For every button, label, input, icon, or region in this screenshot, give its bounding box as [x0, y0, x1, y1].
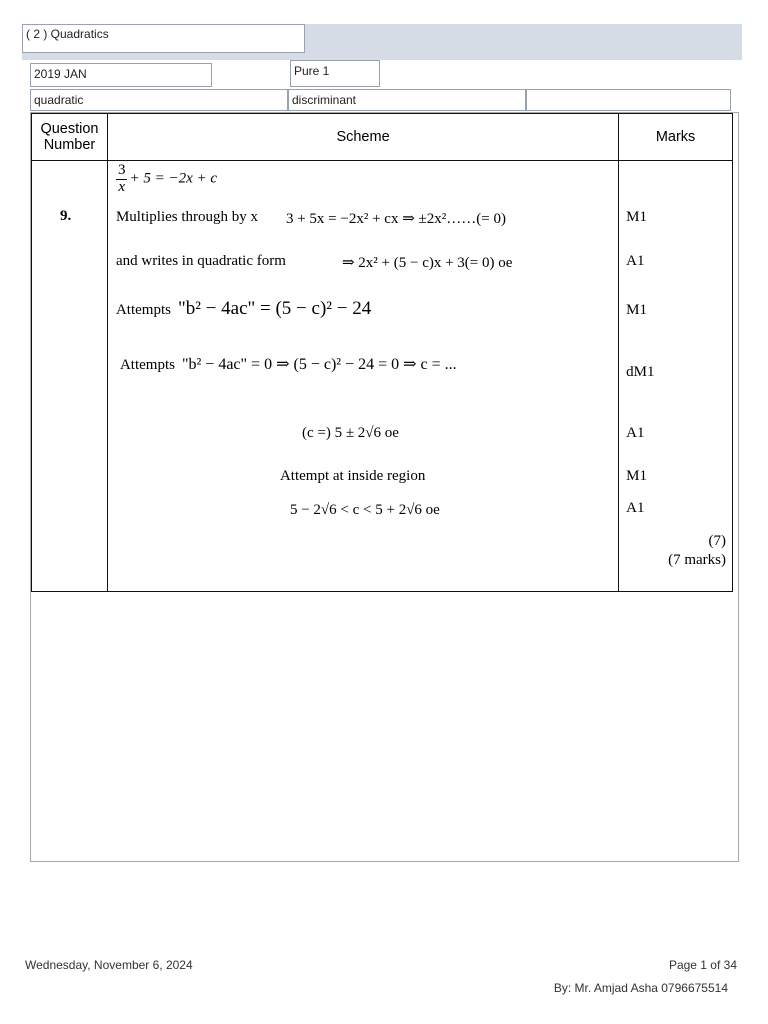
mark-7: A1 — [626, 500, 645, 516]
mark-1: M1 — [626, 209, 647, 225]
tag-empty — [526, 89, 731, 111]
line-7-math: 5 − 2√6 < c < 5 + 2√6 oe — [289, 502, 440, 518]
line-1-math: 3 + 5x = −2x² + cx ⇒ ±2x²……(= 0) — [285, 211, 506, 227]
line-5-math: (c =) 5 ± 2√6 oe — [301, 425, 399, 441]
mark-2: A1 — [626, 253, 645, 269]
col-scheme: Scheme — [107, 114, 618, 161]
topic-field: ( 2 ) Quadratics — [22, 24, 305, 53]
mark-6: M1 — [626, 468, 647, 484]
given-equation-rest: + 5 = −2x + c — [129, 170, 218, 187]
part-total: (7) — [708, 533, 726, 549]
line-3-math: "b² − 4ac" = (5 − c)² − 24 — [177, 298, 372, 319]
footer-page-number: Page 1 of 34 — [668, 958, 737, 972]
mark-3: M1 — [626, 302, 647, 318]
footer-author: By: Mr. Amjad Asha 0796675514 — [553, 981, 728, 995]
question-total: (7 marks) — [668, 552, 726, 568]
line-2-label: and writes in quadratic form — [115, 253, 286, 269]
given-equation — [116, 163, 217, 196]
scheme-cell — [107, 161, 618, 592]
footer-date: Wednesday, November 6, 2024 — [25, 958, 193, 972]
line-2-math: ⇒ 2x² + (5 − c)x + 3(= 0) oe — [341, 255, 513, 271]
tag-quadratic: quadratic — [30, 89, 288, 111]
line-6-text: Attempt at inside region — [279, 468, 426, 484]
mark-4: dM1 — [626, 364, 655, 380]
col-marks: Marks — [619, 114, 733, 161]
given-fraction-numerator: 3 — [117, 162, 126, 178]
line-3-label: Attempts — [115, 302, 171, 318]
line-4-label: Attempts — [119, 357, 175, 373]
given-fraction-denominator: x — [118, 178, 126, 195]
col-question-number: Question Number — [32, 114, 108, 161]
year-session-field: 2019 JAN — [30, 63, 212, 87]
question-number-cell — [32, 161, 108, 592]
mark-5: A1 — [626, 425, 645, 441]
question-number: 9. — [60, 208, 72, 224]
tag-discriminant: discriminant — [288, 89, 526, 111]
mark-scheme-table — [31, 113, 733, 592]
paper-field: Pure 1 — [290, 60, 380, 87]
line-1-label: Multiplies through by x — [115, 209, 259, 225]
marks-cell — [619, 161, 733, 592]
line-4-math: "b² − 4ac" = 0 ⇒ (5 − c)² − 24 = 0 ⇒ c = ... — [181, 356, 457, 373]
